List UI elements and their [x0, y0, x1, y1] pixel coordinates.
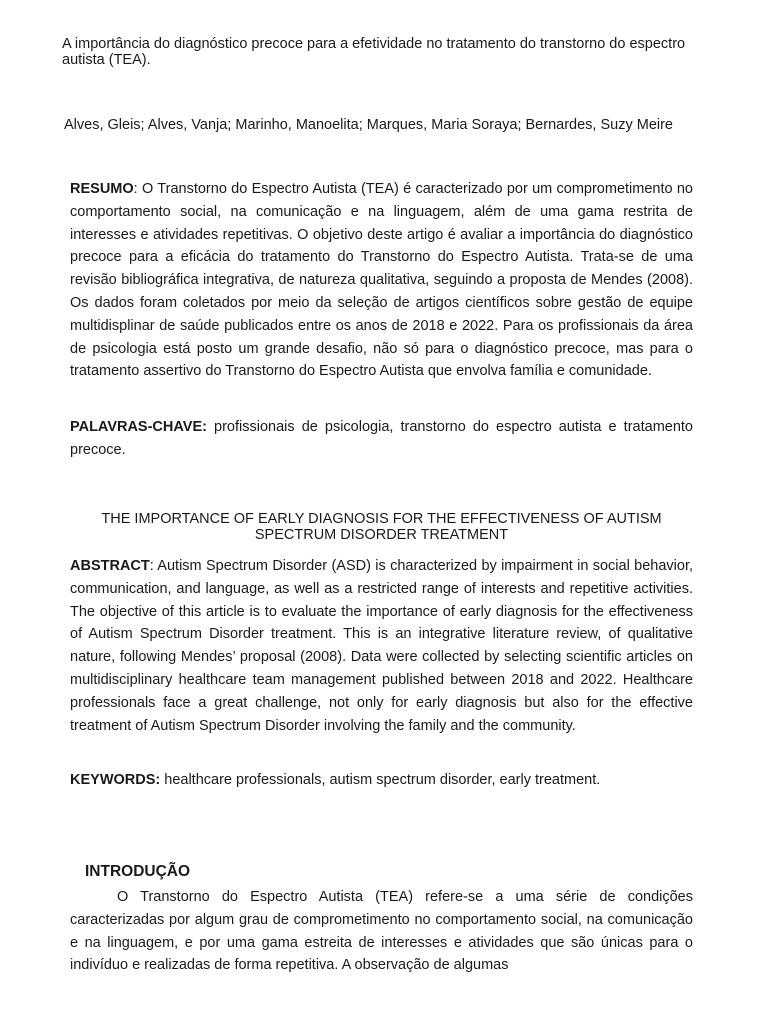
keywords-label: KEYWORDS:: [70, 772, 161, 788]
author-list: Alves, Gleis; Alves, Vanja; Marinho, Manoelita; Marques, Maria Soraya; Bernardes, Suzy Meire: [64, 117, 673, 133]
introducao-heading: INTRODUÇÃO: [85, 863, 191, 880]
title-portuguese: A importância do diagnóstico precoce para a efetividade no tratamento do transtorno do espectro autista (TEA).: [62, 36, 686, 68]
keywords-text: healthcare professionals, autism spectrum disorder, early treatment.: [160, 772, 601, 788]
resumo-paragraph: [70, 178, 693, 383]
resumo-label: RESUMO: [70, 181, 134, 197]
palavras-chave-text: profissionais de psicologia, transtorno do espectro autista e tratamento precoce.: [70, 419, 693, 458]
abstract-paragraph: [70, 555, 693, 737]
palavras-chave-paragraph: [70, 416, 693, 462]
resumo-text: : O Transtorno do Espectro Autista (TEA) é caracterizado por um comprometimento no comportamento social, na comunicação e na linguagem, além de uma gama restrita de interesses e atividades repetitivas. O objetivo deste artigo é avaliar a importância do diagnóstico precoce para a eficácia do tratamento do Transtorno do Espectro Autista. Trata-se de uma revisão bibliográfica integrativa, de natureza qualitativa, seguindo a proposta de Mendes (2008). Os dados foram coletados por meio da seleção de artigos científicos sobre gestão de equipe multidisplinar de saúde publicados entre os anos de 2018 e 2022. Para os profissionais da área de psicologia está posto um grande desafio, não só para o diagnóstico precoce, mas para o tratamento assertivo do Transtorno do Espectro Autista que envolva família e comunidade.: [70, 181, 693, 380]
keywords-paragraph: [70, 769, 693, 792]
abstract-text: : Autism Spectrum Disorder (ASD) is characterized by impairment in social behavior, communication, and language, as well as a restricted range of interests and repetitive activities. The objective of this article is to evaluate the importance of early diagnosis for the effectiveness of Autism Spectrum Disorder treatment. This is an integrative literature review, of qualitative nature, following Mendes’ proposal (2008). Data were collected by selecting scientific articles on multidisciplinary healthcare team management published between 2018 and 2022. Healthcare professionals face a great challenge, not only for early diagnosis but also for the effective treatment of Autism Spectrum Disorder involving the family and the community.: [70, 558, 693, 734]
abstract-label: ABSTRACT: [70, 558, 150, 574]
palavras-chave-label: PALAVRAS-CHAVE:: [70, 419, 207, 435]
introducao-paragraph: O Transtorno do Espectro Autista (TEA) refere-se a uma série de condições caracterizadas por algum grau de comprometimento no comportamento social, na comunicação e na linguagem, e por uma gama estreita de interesses e atividades que são únicas para o indivíduo e realizadas de forma repetitiva. A observação de algumas: [70, 889, 693, 974]
title-english: THE IMPORTANCE OF EARLY DIAGNOSIS FOR THE EFFECTIVENESS OF AUTISM SPECTRUM DISORDER TREATMENT: [101, 511, 662, 543]
